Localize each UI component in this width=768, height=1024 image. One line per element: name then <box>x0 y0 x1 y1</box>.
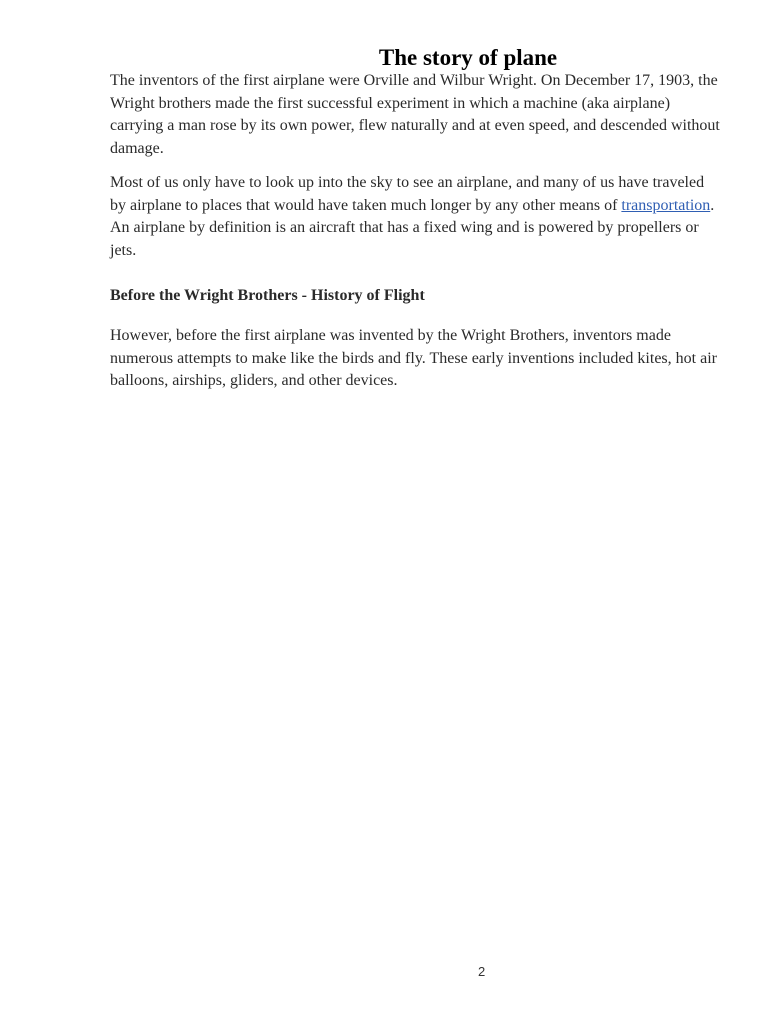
paragraph-text-before-link: Most of us only have to look up into the sky to see an airplane, and many of us have traveled by airplane to places that would have taken much longer by any other means of <box>110 174 705 214</box>
section-heading: Before the Wright Brothers - History of Flight <box>110 287 425 304</box>
paragraph-inventors: The inventors of the first airplane were Orville and Wilbur Wright. On December 17, 1903, the Wright brothers made the first successful experiment in which a machine (aka airplane) carrying a man rose by its own power, flew naturally and at even speed, and descended without damage. <box>110 72 720 158</box>
page-title: The story of plane <box>378 45 558 70</box>
transportation-link[interactable]: transportation <box>621 196 711 214</box>
paragraph-airplane-definition <box>110 172 722 263</box>
paragraph-early-inventions: However, before the first airplane was invented by the Wright Brothers, inventors made numerous attempts to make like the birds and fly. These early inventions included kites, hot air balloons, airships, gliders, and other devices. <box>110 327 717 390</box>
page-number: 2 <box>478 964 486 979</box>
paragraph-text-after-link: . An airplane by definition is an aircraft that has a fixed wing and is powered by propellers or jets. <box>110 196 715 260</box>
